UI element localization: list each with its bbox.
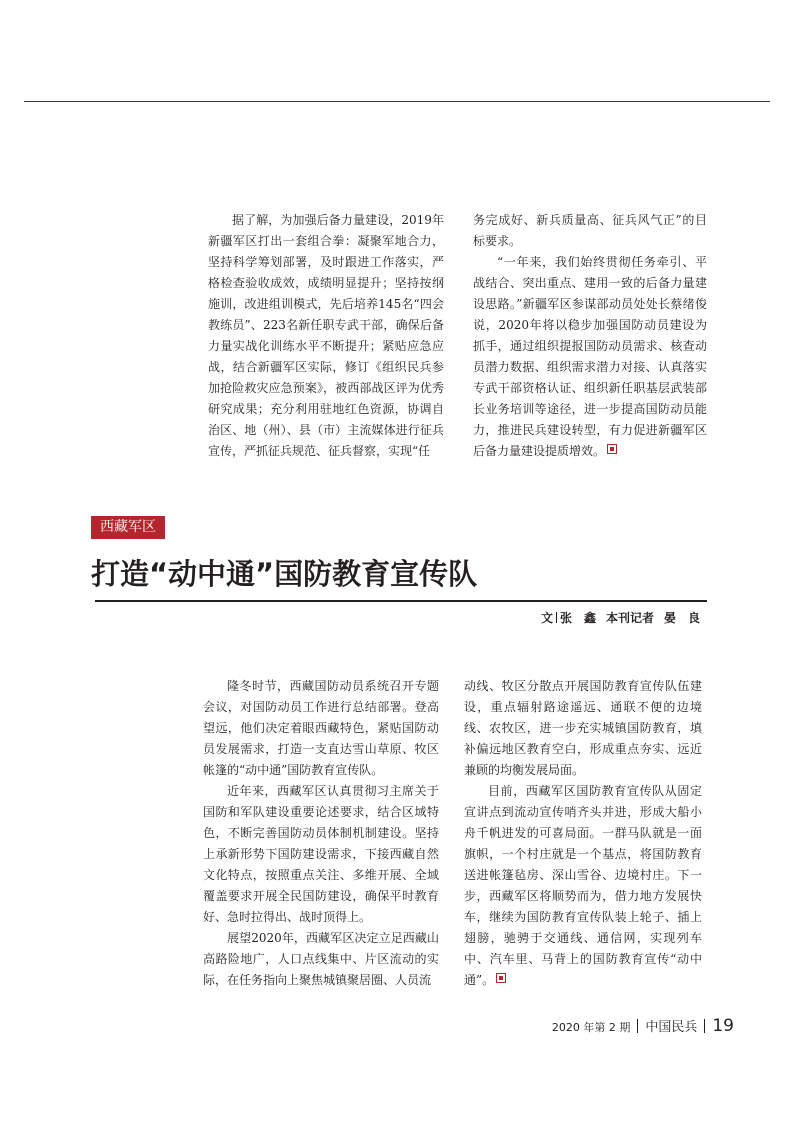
- paragraph-text: 目前，西藏军区国防教育宣传队从固定宣讲点到流动宣传哨齐头并进，形成大船小舟千帆进发的可喜局面。一群马队就是一面旗帜，一个村庄就是一个基点，将国防教育送进帐篷毡房、深山雪谷、边境村庄。下一步，西藏军区将顺势而为，借力地方发展快车，继续为国防教育宣传队装上轮子、插上翅膀，驰骋于交通线、通信网，实现列车中、汽车里、马背上的国防教育宣传“动中通”。: [464, 784, 702, 987]
- end-mark-icon: [607, 444, 617, 454]
- paragraph: 隆冬时节，西藏国防动员系统召开专题会议，对国防动员工作进行总结部署。登高望远，他们决定着眼西藏特色，紧贴国防动员发展需求，打造一支直达雪山草原、牧区帐篷的“动中通”国防教育宣传队。: [203, 679, 439, 777]
- issue-label: 2020 年第 2 期: [551, 1021, 631, 1034]
- byline-separator: [556, 612, 557, 623]
- paragraph: [473, 252, 707, 462]
- magazine-name: 中国民兵: [645, 1020, 698, 1035]
- paragraph: [464, 781, 702, 991]
- headline-rule: [95, 600, 707, 602]
- byline: [541, 609, 700, 627]
- paragraph: 近年来，西藏军区认真贯彻习主席关于国防和军队建设重要论述要求，结合区域特色，不断完善国防动员体制机制建设。坚持上承新形势下国防建设需求，下接西藏自然文化特点，按照重点关注、多维开展、全域覆盖要求开展全民国防建设，确保平时教育好、急时拉得出、战时顶得上。: [203, 784, 439, 924]
- top-article-column-1: [208, 210, 444, 462]
- section-tag: 西藏军区: [91, 516, 165, 539]
- paragraph-text: “一年来，我们始终贯彻任务牵引、平战结合、突出重点、建用一致的后备力量建设思路。”新疆军区参谋部动员处处长蔡绪俊说，2020年将以稳步加强国防动员建设为抓手，通过组织提报国防动员需求、核查动员潜力数据、组织需求潜力对接、认真落实专武干部资格认证、组织新任职基层武装部长业务培训等途径，进一步提高国防动员能力，推进民兵建设转型，有力促进新疆军区后备力量建设提质增效。: [473, 255, 707, 458]
- header-rule: [24, 101, 770, 102]
- paragraph: 展望2020年，西藏军区决定立足西藏山高路险地广，人口点线集中、片区流动的实际，在任务指向上聚焦城镇聚居圈、人员流: [203, 931, 439, 987]
- byline-prefix: 文: [540, 611, 553, 625]
- end-mark-icon: [496, 973, 506, 983]
- footer-divider: [704, 1019, 705, 1033]
- byline-author: 晏 良: [663, 611, 700, 625]
- top-article-column-2: [473, 210, 707, 462]
- byline-author: 张 鑫: [559, 611, 596, 625]
- footer-divider: [637, 1019, 638, 1033]
- paragraph-continuation: 动线、牧区分散点开展国防教育宣传队伍建设，重点辐射路途遥远、通联不便的边境线、农牧区，进一步充实城镇国防教育，填补偏远地区教育空白，形成重点夯实、远近兼顾的均衡发展局面。: [464, 679, 702, 777]
- main-article-column-2: [464, 676, 702, 991]
- article-headline: 打造“动中通”国防教育宣传队: [91, 557, 478, 591]
- paragraph-continuation: 务完成好、新兵质量高、征兵风气正”的目标要求。: [473, 213, 707, 248]
- paragraph: 据了解，为加强后备力量建设，2019年新疆军区打出一套组合拳：凝聚军地合力，坚持科学筹划部署，及时跟进工作落实，严格检查验收成效，成绩明显提升；坚持按纲施训，改进组训模式，先后培养145名“四会教练员”、223名新任职专武干部，确保后备力量实战化训练水平不断提升；紧贴应急应战，结合新疆军区实际，修订《组织民兵参加抢险救灾应急预案》，被西部战区评为优秀研究成果；充分利用驻地红色资源，协调自治区、地（州）、县（市）主流媒体进行征兵宣传，严抓征兵规范、征兵督察，实现“任: [208, 213, 444, 458]
- byline-role: 本刊记者: [605, 611, 654, 625]
- page-number: 19: [712, 1016, 734, 1036]
- page-footer: [552, 1015, 734, 1039]
- main-article-column-1: [203, 676, 439, 991]
